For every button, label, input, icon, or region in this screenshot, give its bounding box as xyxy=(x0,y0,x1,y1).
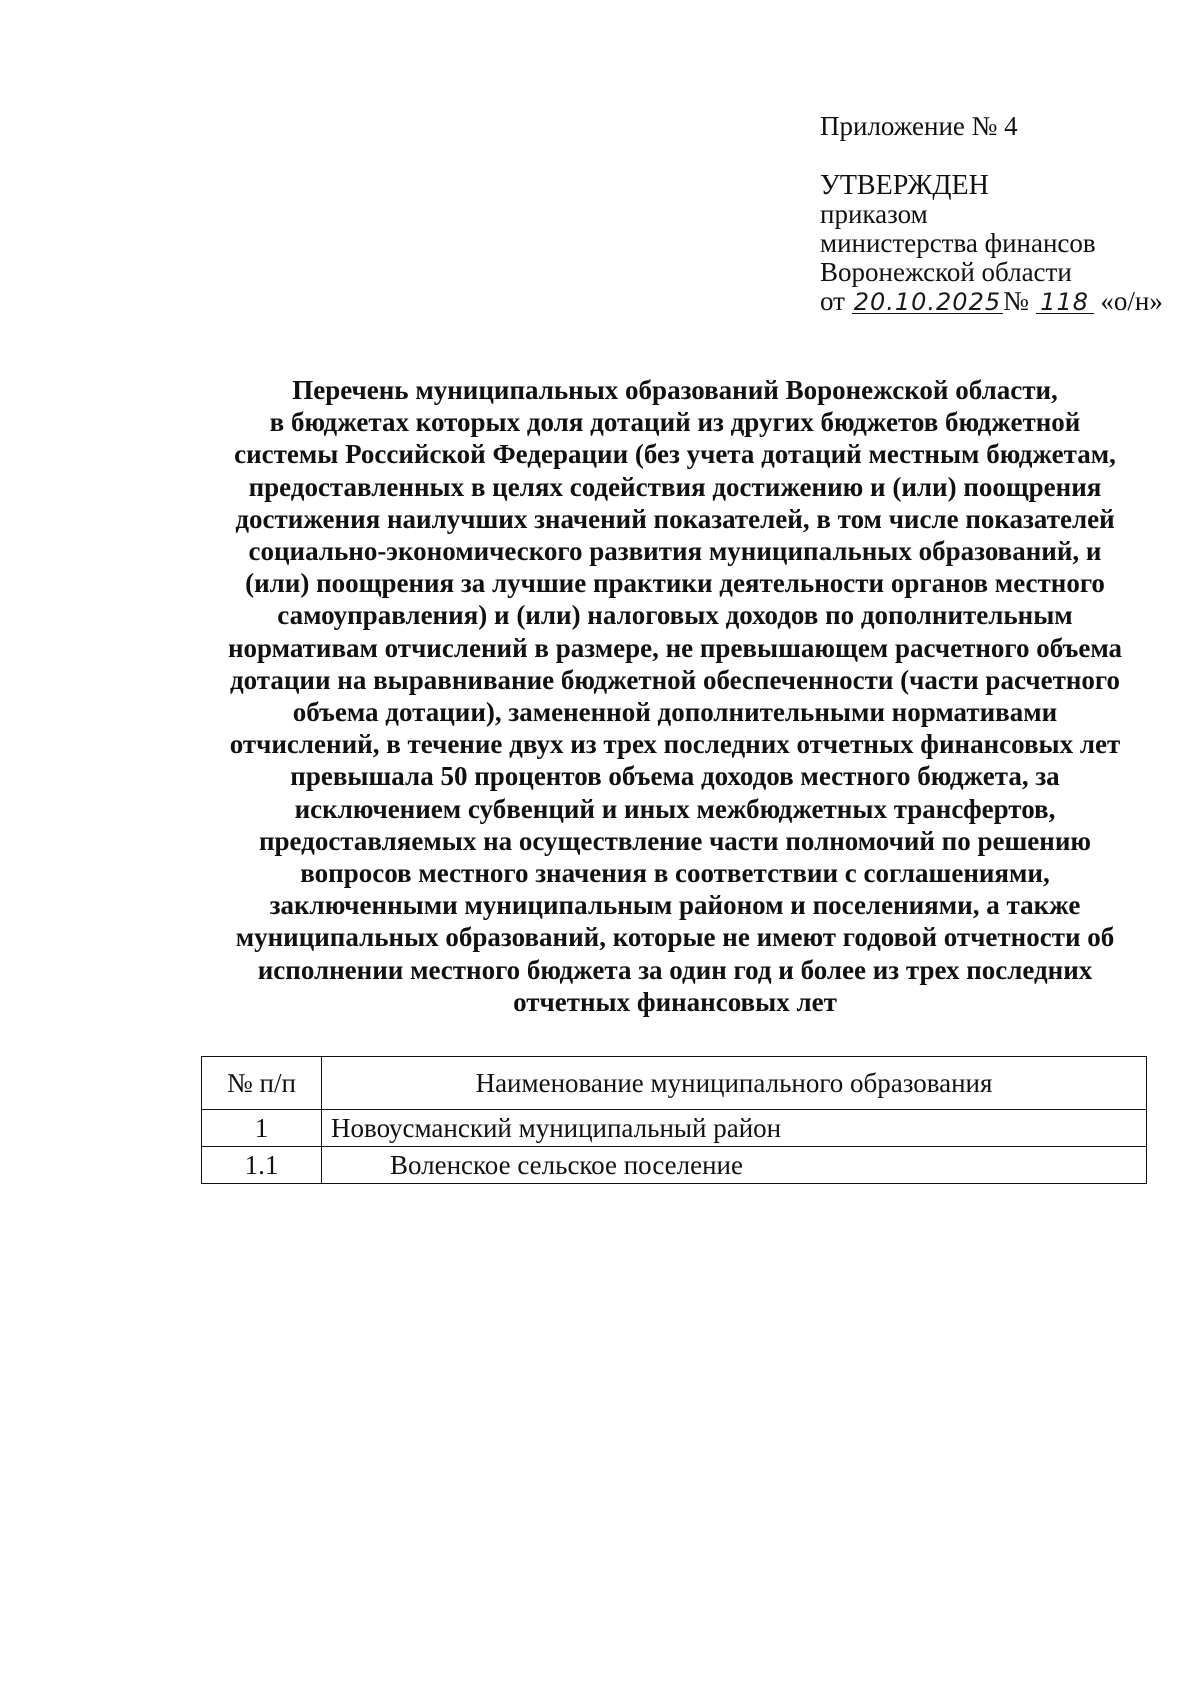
table-header-row xyxy=(202,1057,1147,1110)
title-line: дотации на выравнивание бюджетной обеспеченности (части расчетного xyxy=(229,664,1121,695)
title-line: в бюджетах которых доля дотаций из других бюджетов бюджетной xyxy=(269,407,1081,438)
table-row xyxy=(202,1147,1147,1184)
document-title xyxy=(190,374,1160,1018)
row-number: 1 xyxy=(202,1110,322,1147)
title-line: исполнении местного бюджета за один год и более из трех последних xyxy=(257,954,1093,985)
order-suffix: «о/н» xyxy=(1100,286,1163,316)
title-line: предоставляемых на осуществление части полномочий по решению xyxy=(258,825,1092,856)
row-number: 1.1 xyxy=(202,1147,322,1184)
table-row xyxy=(202,1110,1147,1147)
header-name: Наименование муниципального образования xyxy=(322,1057,1147,1110)
approval-line-2: министерства финансов xyxy=(820,228,1096,258)
approved-heading: УТВЕРЖДЕН xyxy=(820,170,989,201)
title-line: вопросов местного значения в соответствии с соглашениями, xyxy=(300,858,1050,889)
title-line: отчислений, в течение двух из трех последних отчетных финансовых лет xyxy=(229,729,1121,760)
title-line: предоставленных в целях содействия достижению и (или) поощрения xyxy=(248,471,1102,502)
title-line: превышала 50 процентов объема доходов местного бюджета, за xyxy=(290,761,1060,792)
order-line xyxy=(820,287,1180,316)
approval-block xyxy=(820,112,1180,316)
order-number-label: № xyxy=(1003,286,1029,316)
title-line: исключением субвенций и иных межбюджетных трансфертов, xyxy=(294,793,1056,824)
title-line: заключенными муниципальным районом и поселениями, а также xyxy=(269,890,1081,921)
title-line: отчетных финансовых лет xyxy=(513,986,837,1017)
appendix-label: Приложение № 4 xyxy=(820,111,1018,141)
order-prefix: от xyxy=(820,286,845,316)
title-line: социально-экономического развития муниципальных образований, и xyxy=(248,536,1102,567)
title-line: системы Российской Федерации (без учета дотаций местным бюджетам, xyxy=(234,439,1116,470)
order-number: 118 xyxy=(1036,291,1094,314)
approval-line-3: Воронежской области xyxy=(820,257,1072,287)
row-name: Воленское сельское поселение xyxy=(322,1147,1147,1184)
title-line: Перечень муниципальных образований Воронежской области, xyxy=(292,375,1058,405)
title-line: самоуправления) и (или) налоговых доходов по дополнительным xyxy=(277,600,1073,631)
municipalities-table xyxy=(201,1056,1147,1184)
title-line: муниципальных образований, которые не имеют годовой отчетности об xyxy=(235,922,1115,953)
title-line: (или) поощрения за лучшие практики деятельности органов местного xyxy=(245,568,1105,599)
approval-line-1: приказом xyxy=(820,199,928,229)
row-name: Новоусманский муниципальный район xyxy=(322,1110,1147,1147)
title-line: объема дотации), замененной дополнительными нормативами xyxy=(292,697,1058,728)
order-date: 20.10.2025 xyxy=(853,288,1002,316)
title-line: достижения наилучших значений показателей, в том числе показателей xyxy=(235,503,1115,534)
title-line: нормативам отчислений в размере, не превышающем расчетного объема xyxy=(227,632,1123,663)
header-number: № п/п xyxy=(202,1057,322,1110)
